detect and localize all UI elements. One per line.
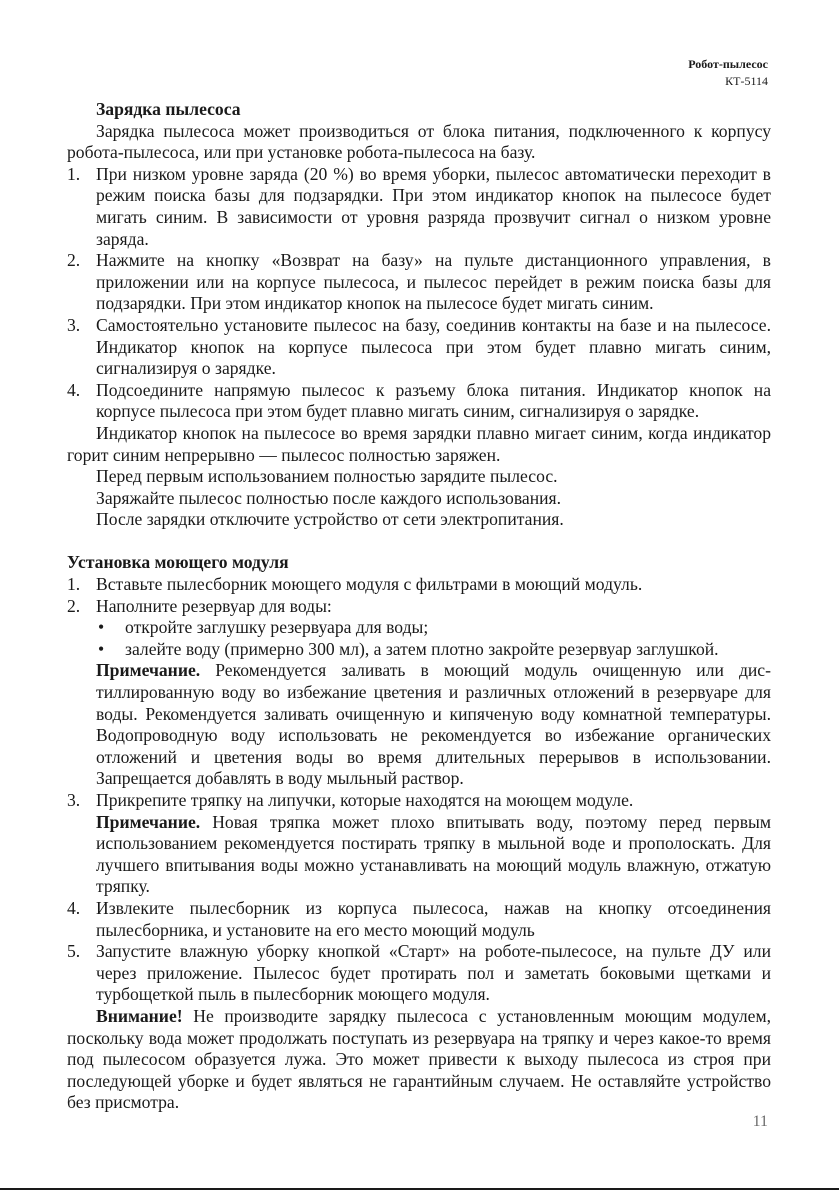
step-text: Запустите влажную уборку кнопкой «Старт» на роботе-пылесосе, на пульте ДУ или через приложение. Пылесос будет протирать пол и заметать боковыми щетками и турбощеткой пыль в пылесборник моющего модуля. bbox=[96, 941, 771, 1005]
step-number: 1. bbox=[67, 163, 81, 184]
bullet-text: откройте заглушку резервуара для воды; bbox=[125, 617, 429, 638]
charging-step bbox=[67, 380, 771, 423]
bullet-item bbox=[96, 639, 771, 661]
step-number: 2. bbox=[67, 595, 81, 616]
step-number: 4. bbox=[67, 897, 81, 918]
mop-step bbox=[67, 898, 771, 941]
warning-label: Внимание! bbox=[96, 1005, 183, 1026]
step-text: Вставьте пылесборник моющего модуля с фильтрами в моющий модуль. bbox=[96, 574, 643, 595]
product-type: Робот-пылесос bbox=[688, 57, 768, 71]
step-text: Наполните резервуар для воды: bbox=[96, 595, 332, 616]
cloth-note bbox=[96, 812, 771, 898]
fill-substeps bbox=[96, 617, 771, 660]
mop-step bbox=[67, 596, 771, 790]
bullet-icon: • bbox=[98, 638, 105, 659]
charging-heading: Зарядка пылесоса bbox=[96, 99, 241, 119]
step-text: Самостоятельно установите пылесос на базу, соединив контакты на базе и на пылесосе. Индикатор кнопок на корпусе пылесоса при этом будет плавно мигать синим, сигнализируя о зарядке. bbox=[96, 314, 771, 379]
bullet-text: залейте воду (примерно 300 мл), а затем плотно закройте резервуар заглушкой. bbox=[125, 638, 719, 659]
charging-step bbox=[67, 315, 771, 380]
charging-tip: Заряжайте пылесос полностью после каждого использования. bbox=[96, 487, 562, 508]
step-number: 3. bbox=[67, 314, 81, 335]
mop-step bbox=[67, 574, 771, 596]
mop-module-section bbox=[67, 552, 771, 1113]
mop-steps bbox=[67, 574, 771, 1006]
step-number: 1. bbox=[67, 574, 81, 595]
warning-text: Не производите зарядку пылесоса с установленным моющим модулем, поскольку вода может продолжать поступать из резервуара на тряпку и через какое-то время под пылесосом образуется лужа. Это может привести к выходу пылесоса из строя при последующей уборке и будет являться не гарантийным случаем. Не оставляйте устройство без присмотра. bbox=[67, 1005, 771, 1113]
section-gap bbox=[67, 531, 771, 553]
charging-tip: После зарядки отключите устройство от сети электропитания. bbox=[96, 509, 564, 530]
step-text: Нажмите на кнопку «Возврат на базу» на пульте дистанционного управления, в приложении или на корпусе пылесоса, и пылесос перейдет в режим поиска базы для подзарядки. При этом индикатор кнопок на пылесосе будет мигать синим. bbox=[96, 250, 771, 314]
mop-step bbox=[67, 941, 771, 1006]
warning-paragraph bbox=[67, 1006, 771, 1114]
charging-steps bbox=[67, 164, 771, 423]
charging-tip: Перед первым использованием полностью зарядите пылесос. bbox=[96, 466, 558, 487]
step-text: Прикрепите тряпку на липучки, которые находятся на моющем модуле. bbox=[96, 790, 634, 810]
mop-module-heading: Установка моющего модуля bbox=[67, 552, 289, 573]
step-text: Подсоедините напрямую пылесос к разъему блока питания. Индикатор кнопок на корпусе пылесоса при этом будет плавно мигать синим, сигнализируя о зарядке. bbox=[96, 379, 771, 422]
charging-step bbox=[67, 164, 771, 250]
note-label: Примечание. bbox=[96, 811, 201, 832]
step-number: 3. bbox=[67, 790, 81, 810]
page-number: 11 bbox=[752, 1113, 768, 1130]
page-header bbox=[688, 56, 768, 90]
step-text: При низком уровне заряда (20 %) во время уборки, пылесос автоматически переходит в режим поиска базы для подзарядки. При этом индикатор кнопок на пылесосе будет мигать синим. В зависимости от уровня разряда прозвучит сигнал о низком уровне заряда. bbox=[96, 163, 771, 249]
note-text: Рекомендуется заливать в моющий модуль очищенную или дистиллированную воду во избежание цветения и различных отложений в резервуаре для воды. Рекомендуется заливать очищенную и кипяченую воду комнатной температуры. Водопроводную воду использовать не рекомендуется во избежание органических отложений и цветения воды во время длительных перерывов в использовании. Запрещается добавлять в воду мыльный раствор. bbox=[96, 660, 771, 789]
step-text: Извлеките пылесборник из корпуса пылесоса, нажав на кнопку отсоединения пылесборника, и установите на его место моющий модуль bbox=[96, 897, 771, 940]
charging-intro: Зарядка пылесоса может производиться от блока питания, подключенного к корпусу робота-пылесоса, или при установке робота-пылесоса на базу. bbox=[67, 120, 771, 163]
water-note bbox=[96, 660, 771, 790]
note-text: Новая тряпка может плохо впитывать воду, поэтому перед первым использованием рекомендуется постирать тряпку в мыльной воде и прополоскать. Для лучшего впитывания воды можно устанавливать на моющий модуль влажную, отжатую тряпку. bbox=[96, 811, 771, 897]
mop-step bbox=[67, 790, 771, 898]
charging-step bbox=[67, 250, 771, 315]
charging-section bbox=[67, 99, 771, 531]
page-content bbox=[67, 99, 771, 1114]
step-number: 2. bbox=[67, 250, 81, 271]
bullet-item bbox=[96, 617, 771, 639]
step-number: 5. bbox=[67, 941, 81, 962]
step-number: 4. bbox=[67, 379, 81, 400]
bottom-rule bbox=[0, 1188, 839, 1190]
note-label: Примечание. bbox=[96, 660, 201, 681]
bullet-icon: • bbox=[98, 617, 105, 638]
model-number: КТ-5114 bbox=[725, 74, 768, 88]
charging-indicator-note: Индикатор кнопок на пылесосе во время зарядки плавно мигает синим, когда индикатор горит синим непрерывно — пылесос полностью заряжен. bbox=[67, 422, 771, 465]
